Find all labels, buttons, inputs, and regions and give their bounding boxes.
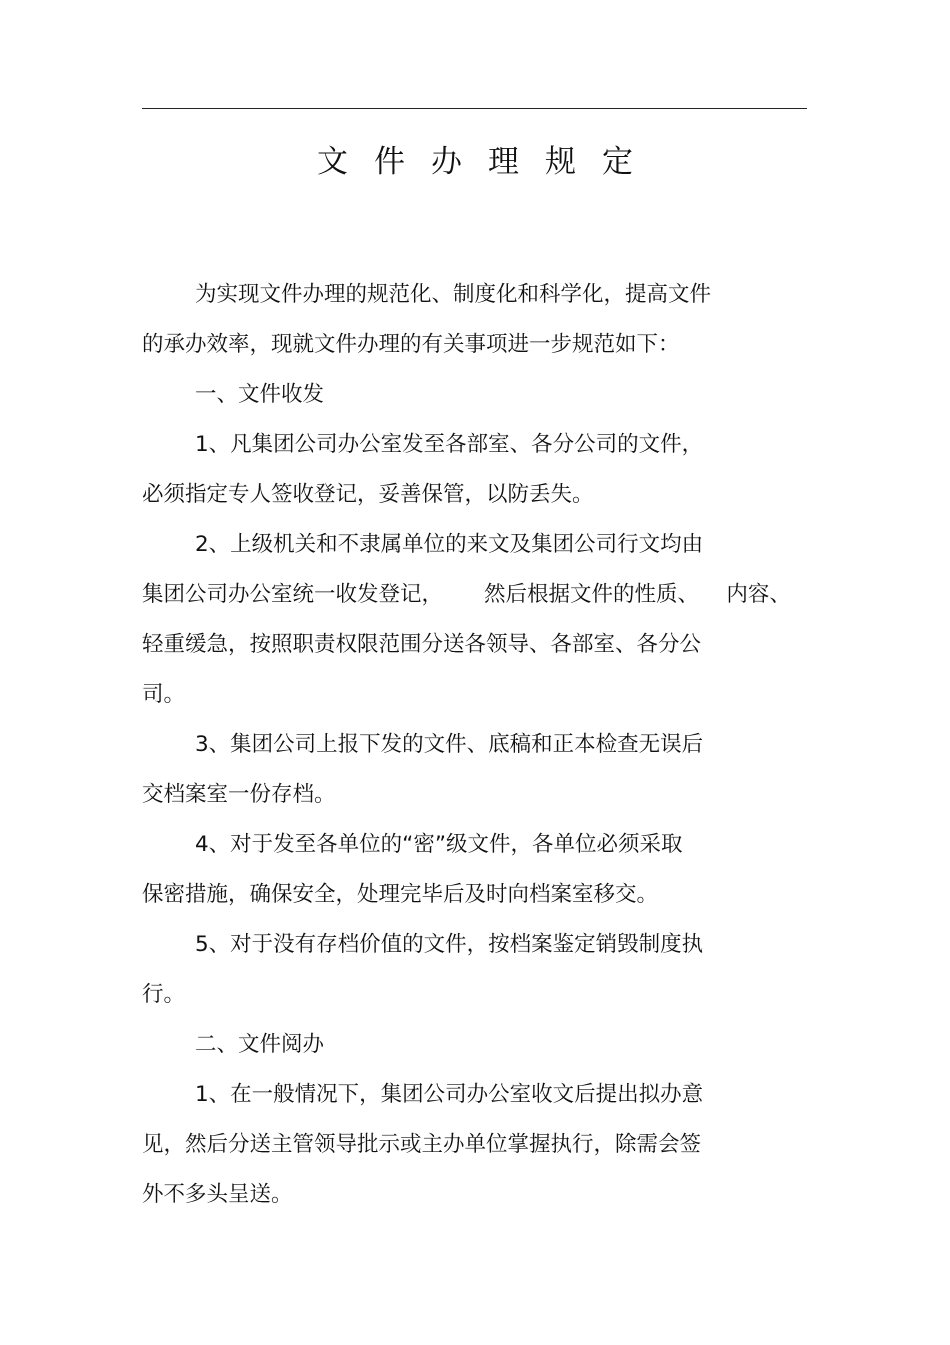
body-line: 5、对于没有存档价值的文件，按档案鉴定销毁制度执 xyxy=(195,932,704,957)
body-line: 轻重缓急，按照职责权限范围分送各领导、各部室、各分公 xyxy=(142,632,702,657)
body-line: 4、对于发至各单位的“密”级文件，各单位必须采取 xyxy=(195,832,683,857)
body-line: 2、上级机关和不隶属单位的来文及集团公司行文均由 xyxy=(195,532,704,557)
section-heading: 二、文件阅办 xyxy=(195,1032,325,1057)
section-heading: 一、文件收发 xyxy=(195,382,325,407)
body-line: 外不多头呈送。 xyxy=(142,1182,293,1207)
body-line: 1、在一般情况下，集团公司办公室收文后提出拟办意 xyxy=(195,1082,704,1107)
body-line: 为实现文件办理的规范化、制度化和科学化，提高文件 xyxy=(195,282,712,307)
body-line: 必须指定专人签收登记，妥善保管，以防丢失。 xyxy=(142,482,594,507)
body-line: 集团公司办公室统一收发登记， 然后根据文件的性质、 内容、 xyxy=(142,582,791,607)
body-line: 保密措施，确保安全，处理完毕后及时向档案室移交。 xyxy=(142,882,659,907)
body-line: 3、集团公司上报下发的文件、底稿和正本检查无误后 xyxy=(195,732,704,757)
body-line: 见，然后分送主管领导批示或主办单位掌握执行，除需会签 xyxy=(142,1132,702,1157)
body-line: 行。 xyxy=(142,982,186,1007)
body-line: 司。 xyxy=(142,682,186,707)
body-line: 的承办效率，现就文件办理的有关事项进一步规范如下： xyxy=(142,332,680,357)
header-rule xyxy=(142,108,807,109)
document-title: 文件办理规定 xyxy=(317,144,659,180)
body-line: 交档案室一份存档。 xyxy=(142,782,336,807)
body-line: 1、凡集团公司办公室发至各部室、各分公司的文件， xyxy=(195,432,704,457)
